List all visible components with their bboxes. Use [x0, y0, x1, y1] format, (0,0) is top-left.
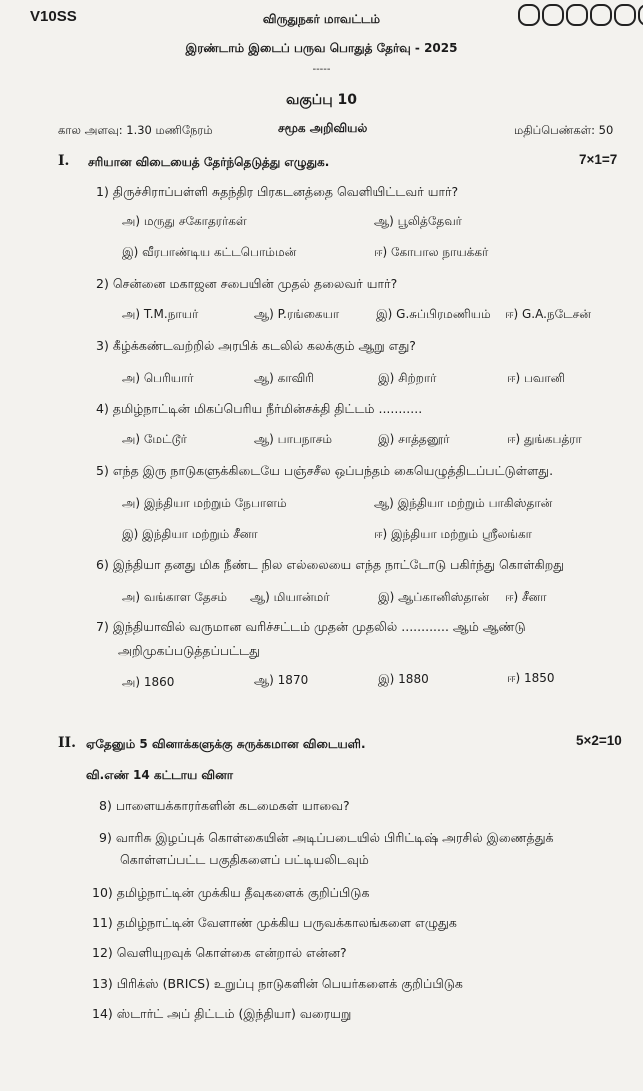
- question-text: வாரிசு இழப்புக் கொள்கையின் அடிப்படையில் பிரிட்டிஷ் அரசில் இணைத்துக்: [115, 830, 554, 845]
- question-text: கீழ்க்கண்டவற்றில் அரபிக் கடலில் கலக்கும் ஆறு எது?: [112, 338, 416, 353]
- duration: கால அளவு: 1.30 மணிநேரம்: [58, 123, 213, 137]
- option-a: அ) 1860: [122, 675, 175, 689]
- question-1: [96, 184, 458, 201]
- question-text: தமிழ்நாட்டின் வேளாண் முக்கிய பருவக்காலங்களை எழுதுக: [116, 915, 457, 930]
- question-text: பாளையக்காரர்களின் கடமைகள் யாவை?: [115, 798, 350, 813]
- question-7-continuation: அறிமுகப்படுத்தப்பட்டது: [118, 643, 260, 658]
- question-6: [96, 557, 564, 574]
- question-text: எந்த இரு நாடுகளுக்கிடையே பஞ்சசீல ஒப்பந்தம் கையெழுத்திடப்பட்டுள்ளது.: [112, 463, 554, 478]
- option-d: ஈ) துங்கபத்ரா: [507, 432, 582, 446]
- separator: -----: [312, 64, 331, 75]
- question-text: திருச்சிராப்பள்ளி சுதந்திர பிரகடனத்தை வெளியிட்டவர் யார்?: [112, 184, 459, 199]
- option-c: இ) G.சுப்பிரமணியம்: [376, 307, 491, 321]
- option-c: இ) சாத்தனூர்: [378, 432, 450, 446]
- section-2-number: II.: [58, 735, 76, 751]
- option-c: இ) இந்தியா மற்றும் சீனா: [122, 527, 258, 541]
- option-a: அ) இந்தியா மற்றும் நேபாளம்: [122, 496, 287, 510]
- paper-code: V10SS: [30, 8, 77, 25]
- question-number: 2): [96, 276, 109, 291]
- question-number: 6): [96, 557, 109, 572]
- question-text: வெளியுறவுக் கொள்கை என்றால் என்ன?: [116, 945, 347, 960]
- question-8: [99, 798, 350, 815]
- option-d: ஈ) பவானி: [507, 371, 565, 385]
- option-d: ஈ) இந்தியா மற்றும் ஸ்ரீலங்கா: [374, 527, 532, 541]
- question-number: 3): [96, 338, 109, 353]
- question-text: தமிழ்நாட்டின் முக்கிய தீவுகளைக் குறிப்பிடுக: [116, 885, 370, 900]
- question-number: 1): [96, 184, 109, 199]
- option-d: ஈ) சீனா: [505, 590, 547, 604]
- option-b: ஆ) P.ரங்கையா: [254, 307, 340, 321]
- max-marks: மதிப்பெண்கள்: 50: [514, 123, 614, 137]
- subject: சமூக அறிவியல்: [278, 121, 368, 135]
- section-1-number: I.: [58, 153, 70, 169]
- option-b: ஆ) 1870: [254, 673, 309, 687]
- question-14: [92, 1006, 351, 1023]
- option-a: அ) மேட்டூர்: [122, 432, 187, 446]
- option-b: ஆ) காவிரி: [254, 371, 314, 385]
- option-b: ஆ) பூலித்தேவர்: [374, 214, 462, 228]
- question-11: [92, 915, 457, 932]
- section-1-marks: 7×1=7: [579, 152, 618, 167]
- question-number: 9): [99, 830, 112, 845]
- question-number: 10): [92, 885, 113, 900]
- option-a: அ) T.M.நாயர்: [122, 307, 199, 321]
- question-text: பிரிக்ஸ் (BRICS) உறுப்பு நாடுகளின் பெயர்களைக் குறிப்பிடுக: [116, 976, 463, 991]
- district-title: விருதுநகர் மாவட்டம்: [262, 12, 381, 26]
- section-2-marks: 5×2=10: [576, 733, 622, 748]
- question-number: 12): [92, 945, 113, 960]
- section-1-title: சரியான விடையைத் தேர்ந்தெடுத்து எழுதுக.: [88, 155, 330, 169]
- option-c: இ) 1880: [378, 672, 429, 686]
- question-5: [96, 463, 553, 480]
- option-c: இ) வீரபாண்டிய கட்டபொம்மன்: [122, 245, 297, 259]
- option-b: ஆ) இந்தியா மற்றும் பாகிஸ்தான்: [374, 496, 553, 510]
- question-3: [96, 338, 416, 355]
- option-a: அ) பெரியார்: [122, 371, 194, 385]
- question-12: [92, 945, 347, 962]
- question-7: [96, 619, 526, 636]
- option-c: இ) சிற்றார்: [378, 371, 437, 385]
- option-d: ஈ) 1850: [507, 671, 555, 685]
- question-9-continuation: கொள்ளப்பட்ட பகுதிகளைப் பட்டியலிடவும்: [120, 852, 369, 867]
- question-number: 8): [99, 798, 112, 813]
- option-a: அ) வங்காள தேசம்: [122, 590, 228, 604]
- question-text: இந்தியாவில் வருமான வரிச்சட்டம் முதன் முதலில் ............ ஆம் ஆண்டு: [112, 619, 526, 634]
- question-number: 4): [96, 401, 109, 416]
- option-c: இ) ஆப்கானிஸ்தான்: [378, 590, 490, 604]
- question-number: 14): [92, 1006, 113, 1021]
- question-text: தமிழ்நாட்டின் மிகப்பெரிய நீர்மின்சக்தி திட்டம் ...........: [112, 401, 423, 416]
- question-text: ஸ்டார்ட் அப் திட்டம் (இந்தியா) வரையறு: [116, 1006, 352, 1021]
- compulsory-note: வி.எண் 14 கட்டாய வினா: [86, 768, 233, 782]
- question-13: [92, 976, 463, 993]
- question-number: 5): [96, 463, 109, 478]
- question-10: [92, 885, 369, 902]
- question-9: [99, 830, 554, 847]
- question-text: சென்னை மகாஜன சபையின் முதல் தலைவர் யார்?: [112, 276, 398, 291]
- option-a: அ) மருது சகோதரர்கள்: [122, 214, 247, 228]
- option-b: ஆ) மியான்மர்: [250, 590, 330, 604]
- option-b: ஆ) பாபநாசம்: [254, 432, 333, 446]
- question-number: 7): [96, 619, 109, 634]
- option-d: ஈ) G.A.நடேசன்: [505, 307, 591, 321]
- section-2-title: ஏதேனும் 5 வினாக்களுக்கு சுருக்கமான விடையளி.: [86, 737, 366, 751]
- question-number: 11): [92, 915, 113, 930]
- option-d: ஈ) கோபால நாயக்கர்: [374, 245, 489, 259]
- exam-title: இரண்டாம் இடைப் பருவ பொதுத் தேர்வு - 2025: [185, 41, 458, 55]
- question-2: [96, 276, 397, 293]
- class-title: வகுப்பு 10: [286, 92, 357, 108]
- question-text: இந்தியா தனது மிக நீண்ட நில எல்லையை எந்த நாட்டோடு பகிர்ந்து கொள்கிறது: [112, 557, 565, 572]
- question-number: 13): [92, 976, 113, 991]
- question-4: [96, 401, 422, 418]
